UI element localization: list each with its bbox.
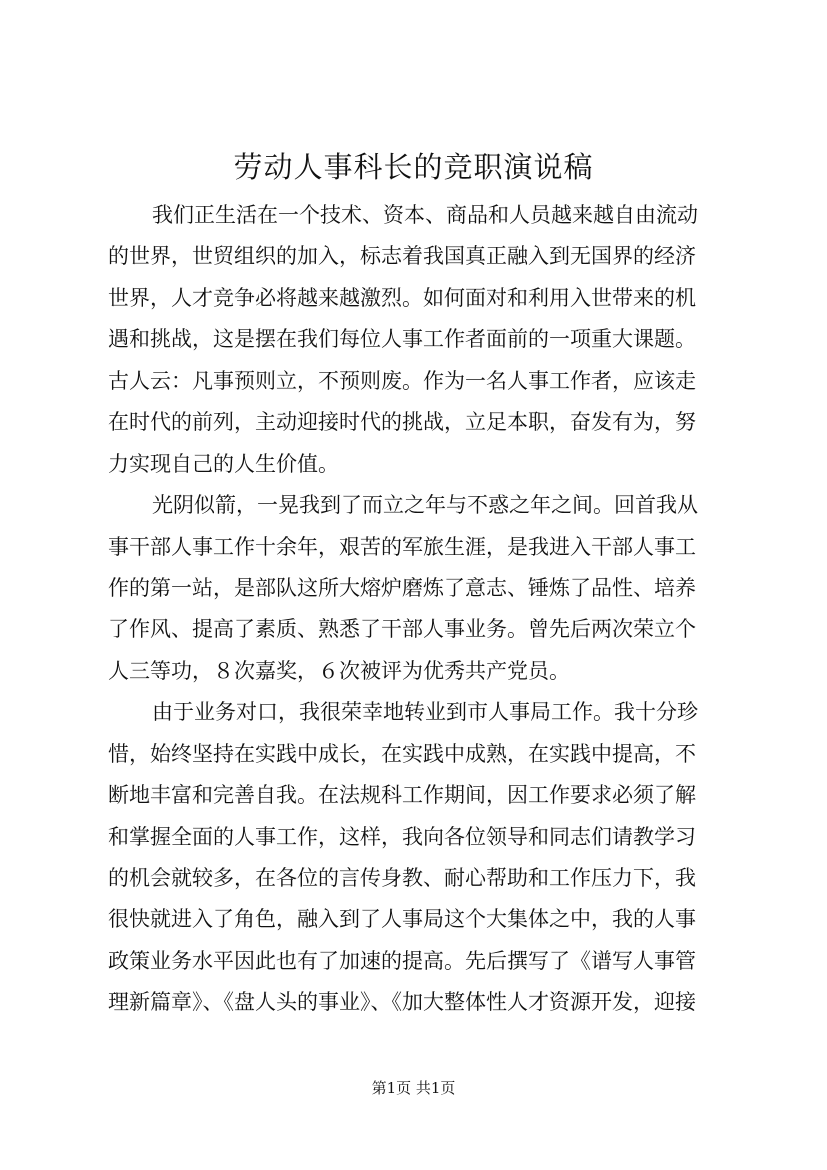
paragraph-line: 力实现自己的人生价值。 [108,451,339,476]
paragraph-line: 我们正生活在一个技术、资本、商品和人员越来越自由流动 [152,203,698,227]
paragraph-line: 世界，人才竞争必将越来越激烈。如何面对和利用入世带来的机 [108,285,696,310]
paragraph-line: 断地丰富和完善自我。在法规科工作期间，因工作要求必须了解 [108,783,696,808]
paragraph-line: 人三等功，８次嘉奖，６次被评为优秀共产党员。 [108,658,570,683]
paragraph-line: 和掌握全面的人事工作，这样，我向各位领导和同志们请教学习 [108,824,696,849]
page-footer: 第1页 共1页 [371,1079,456,1097]
paragraph-line: 由于业务对口，我很荣幸地转业到市人事局工作。我十分珍 [152,700,698,725]
paragraph-line: 在时代的前列，主动迎接时代的挑战，立足本职，奋发有为，努 [108,410,696,435]
paragraph-line: 的机会就较多，在各位的言传身教、耐心帮助和工作压力下，我 [108,866,696,890]
paragraph-line: 了作风、提高了素质、熟悉了干部人事业务。曾先后两次荣立个 [108,617,696,642]
paragraph-line: 的世界，世贸组织的加入，标志着我国真正融入到无国界的经济 [108,244,696,269]
paragraph-line: 光阴似箭，一晃我到了而立之年与不惑之年之间。回首我从 [152,493,698,518]
document-title: 劳动人事科长的竞职演说稿 [233,150,594,184]
paragraph-line: 事干部人事工作十余年，艰苦的军旅生涯，是我进入干部人事工 [108,534,696,559]
paragraph-line: 理新篇章》、《盘人头的事业》、《加大整体性人才资源开发，迎接 [108,990,696,1015]
paragraph-line: 很快就进入了角色，融入到了人事局这个大集体之中，我的人事 [108,907,696,932]
paragraph-line: 惜，始终坚持在实践中成长，在实践中成熟，在实践中提高，不 [108,741,696,766]
paragraph-line: 政策业务水平因此也有了加速的提高。先后撰写了《谱写人事管 [108,948,696,973]
paragraph-line: 遇和挑战，这是摆在我们每位人事工作者面前的一项重大课题。 [108,327,696,352]
document-body [108,195,740,1024]
paragraph-line: 古人云：凡事预则立，不预则废。作为一名人事工作者，应该走 [108,368,696,393]
paragraph-line: 作的第一站，是部队这所大熔炉磨炼了意志、锤炼了品性、培养 [108,575,696,600]
